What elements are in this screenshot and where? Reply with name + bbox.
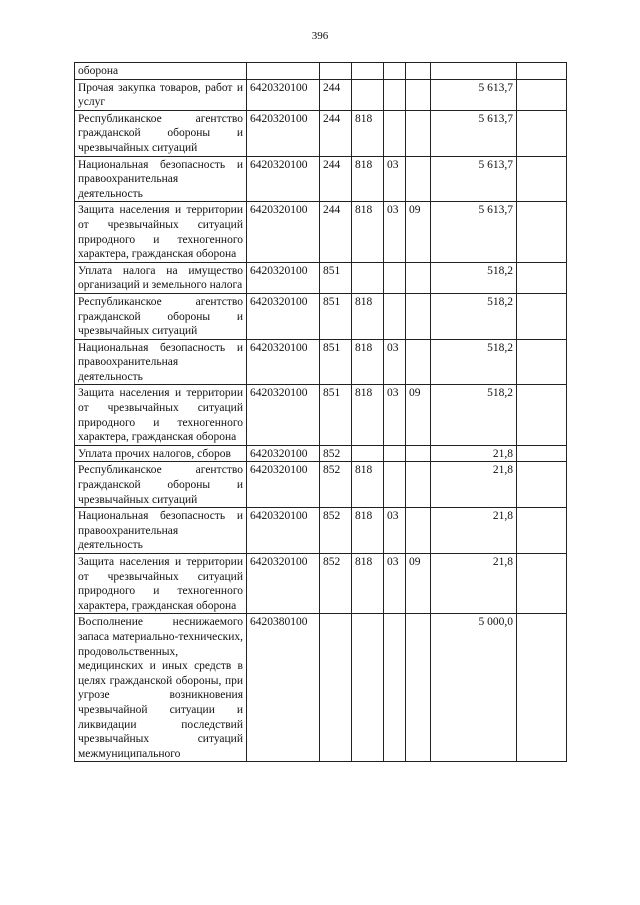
subsection-code-cell bbox=[406, 462, 431, 508]
amount-cell: 5 613,7 bbox=[431, 110, 517, 156]
table-row bbox=[75, 339, 567, 385]
expense-type-code-cell: 244 bbox=[320, 156, 352, 202]
extra-cell bbox=[517, 79, 567, 110]
expense-type-code-cell: 851 bbox=[320, 385, 352, 445]
ministry-code-cell bbox=[352, 79, 384, 110]
expense-type-code-cell: 852 bbox=[320, 554, 352, 614]
extra-cell bbox=[517, 293, 567, 339]
amount-cell: 518,2 bbox=[431, 385, 517, 445]
section-code-cell bbox=[384, 445, 406, 462]
row-name-cell: Прочая закупка товаров, работ и услуг bbox=[75, 79, 247, 110]
extra-cell bbox=[517, 339, 567, 385]
extra-cell bbox=[517, 156, 567, 202]
ministry-code-cell: 818 bbox=[352, 293, 384, 339]
target-article-code-cell: 6420320100 bbox=[247, 156, 320, 202]
target-article-code-cell: 6420380100 bbox=[247, 614, 320, 762]
target-article-code-cell: 6420320100 bbox=[247, 339, 320, 385]
section-code-cell: 03 bbox=[384, 554, 406, 614]
expense-type-code-cell: 852 bbox=[320, 462, 352, 508]
subsection-code-cell bbox=[406, 110, 431, 156]
table-row bbox=[75, 202, 567, 262]
amount-cell: 5 613,7 bbox=[431, 202, 517, 262]
table-row bbox=[75, 385, 567, 445]
row-name-cell: Республиканское агентство гражданской обороны и чрезвычайных ситуаций bbox=[75, 110, 247, 156]
extra-cell bbox=[517, 614, 567, 762]
amount-cell: 21,8 bbox=[431, 508, 517, 554]
extra-cell bbox=[517, 262, 567, 293]
section-code-cell bbox=[384, 462, 406, 508]
section-code-cell: 03 bbox=[384, 202, 406, 262]
section-code-cell bbox=[384, 63, 406, 80]
section-code-cell: 03 bbox=[384, 156, 406, 202]
extra-cell bbox=[517, 110, 567, 156]
amount-cell: 518,2 bbox=[431, 339, 517, 385]
expense-type-code-cell: 244 bbox=[320, 202, 352, 262]
table-row bbox=[75, 614, 567, 762]
row-name-cell: Уплата прочих налогов, сборов bbox=[75, 445, 247, 462]
table-row bbox=[75, 63, 567, 80]
subsection-code-cell bbox=[406, 262, 431, 293]
expense-type-code-cell: 851 bbox=[320, 339, 352, 385]
subsection-code-cell: 09 bbox=[406, 385, 431, 445]
row-name-cell: Республиканское агентство гражданской обороны и чрезвычайных ситуаций bbox=[75, 293, 247, 339]
budget-table bbox=[74, 62, 567, 762]
amount-cell: 21,8 bbox=[431, 554, 517, 614]
extra-cell bbox=[517, 63, 567, 80]
row-name-cell: Защита населения и территории от чрезвычайных ситуаций природного и техногенного характера, гражданская оборона bbox=[75, 385, 247, 445]
page-number: 396 bbox=[311, 30, 329, 42]
subsection-code-cell bbox=[406, 156, 431, 202]
row-name-cell: Национальная безопасность и правоохранительная деятельность bbox=[75, 339, 247, 385]
ministry-code-cell: 818 bbox=[352, 110, 384, 156]
expense-type-code-cell: 852 bbox=[320, 445, 352, 462]
extra-cell bbox=[517, 554, 567, 614]
amount-cell: 21,8 bbox=[431, 462, 517, 508]
extra-cell bbox=[517, 508, 567, 554]
target-article-code-cell: 6420320100 bbox=[247, 508, 320, 554]
target-article-code-cell: 6420320100 bbox=[247, 79, 320, 110]
ministry-code-cell: 818 bbox=[352, 202, 384, 262]
target-article-code-cell: 6420320100 bbox=[247, 554, 320, 614]
row-name-cell: оборона bbox=[75, 63, 247, 80]
amount-cell: 5 613,7 bbox=[431, 79, 517, 110]
target-article-code-cell: 6420320100 bbox=[247, 202, 320, 262]
section-code-cell bbox=[384, 614, 406, 762]
ministry-code-cell: 818 bbox=[352, 508, 384, 554]
expense-type-code-cell: 244 bbox=[320, 79, 352, 110]
row-name-cell: Уплата налога на имущество организаций и земельного налога bbox=[75, 262, 247, 293]
ministry-code-cell bbox=[352, 445, 384, 462]
target-article-code-cell bbox=[247, 63, 320, 80]
extra-cell bbox=[517, 385, 567, 445]
table-row bbox=[75, 156, 567, 202]
row-name-cell: Защита населения и территории от чрезвычайных ситуаций природного и техногенного характера, гражданская оборона bbox=[75, 202, 247, 262]
table-row bbox=[75, 445, 567, 462]
row-name-cell: Восполнение неснижаемого запаса материально-технических, продовольственных, медицинских и иных средств в целях гражданской обороны, при угрозе возникновения чрезвычайной ситуации и ликвидации последствий чрезвычайных ситуаций межмуниципального bbox=[75, 614, 247, 762]
ministry-code-cell bbox=[352, 614, 384, 762]
extra-cell bbox=[517, 462, 567, 508]
section-code-cell bbox=[384, 110, 406, 156]
section-code-cell bbox=[384, 79, 406, 110]
extra-cell bbox=[517, 202, 567, 262]
expense-type-code-cell: 852 bbox=[320, 508, 352, 554]
ministry-code-cell: 818 bbox=[352, 462, 384, 508]
amount-cell: 5 000,0 bbox=[431, 614, 517, 762]
expense-type-code-cell: 851 bbox=[320, 293, 352, 339]
row-name-cell: Национальная безопасность и правоохранительная деятельность bbox=[75, 156, 247, 202]
subsection-code-cell: 09 bbox=[406, 202, 431, 262]
table-row bbox=[75, 262, 567, 293]
target-article-code-cell: 6420320100 bbox=[247, 445, 320, 462]
expense-type-code-cell bbox=[320, 614, 352, 762]
amount-cell bbox=[431, 63, 517, 80]
subsection-code-cell bbox=[406, 508, 431, 554]
ministry-code-cell: 818 bbox=[352, 385, 384, 445]
target-article-code-cell: 6420320100 bbox=[247, 462, 320, 508]
table-row bbox=[75, 508, 567, 554]
amount-cell: 518,2 bbox=[431, 293, 517, 339]
table-row bbox=[75, 79, 567, 110]
target-article-code-cell: 6420320100 bbox=[247, 110, 320, 156]
amount-cell: 5 613,7 bbox=[431, 156, 517, 202]
amount-cell: 21,8 bbox=[431, 445, 517, 462]
target-article-code-cell: 6420320100 bbox=[247, 262, 320, 293]
ministry-code-cell: 818 bbox=[352, 339, 384, 385]
subsection-code-cell bbox=[406, 63, 431, 80]
ministry-code-cell: 818 bbox=[352, 554, 384, 614]
ministry-code-cell: 818 bbox=[352, 156, 384, 202]
section-code-cell: 03 bbox=[384, 339, 406, 385]
row-name-cell: Национальная безопасность и правоохранительная деятельность bbox=[75, 508, 247, 554]
target-article-code-cell: 6420320100 bbox=[247, 385, 320, 445]
expense-type-code-cell: 851 bbox=[320, 262, 352, 293]
table-row bbox=[75, 293, 567, 339]
ministry-code-cell bbox=[352, 262, 384, 293]
section-code-cell: 03 bbox=[384, 385, 406, 445]
section-code-cell: 03 bbox=[384, 508, 406, 554]
subsection-code-cell: 09 bbox=[406, 554, 431, 614]
expense-type-code-cell: 244 bbox=[320, 110, 352, 156]
extra-cell bbox=[517, 445, 567, 462]
section-code-cell bbox=[384, 293, 406, 339]
table-row bbox=[75, 462, 567, 508]
subsection-code-cell bbox=[406, 339, 431, 385]
row-name-cell: Защита населения и территории от чрезвычайных ситуаций природного и техногенного характера, гражданская оборона bbox=[75, 554, 247, 614]
table-row bbox=[75, 554, 567, 614]
ministry-code-cell bbox=[352, 63, 384, 80]
subsection-code-cell bbox=[406, 293, 431, 339]
table-row bbox=[75, 110, 567, 156]
target-article-code-cell: 6420320100 bbox=[247, 293, 320, 339]
amount-cell: 518,2 bbox=[431, 262, 517, 293]
subsection-code-cell bbox=[406, 79, 431, 110]
subsection-code-cell bbox=[406, 445, 431, 462]
row-name-cell: Республиканское агентство гражданской обороны и чрезвычайных ситуаций bbox=[75, 462, 247, 508]
expense-type-code-cell bbox=[320, 63, 352, 80]
budget-table-body bbox=[75, 63, 567, 762]
section-code-cell bbox=[384, 262, 406, 293]
subsection-code-cell bbox=[406, 614, 431, 762]
